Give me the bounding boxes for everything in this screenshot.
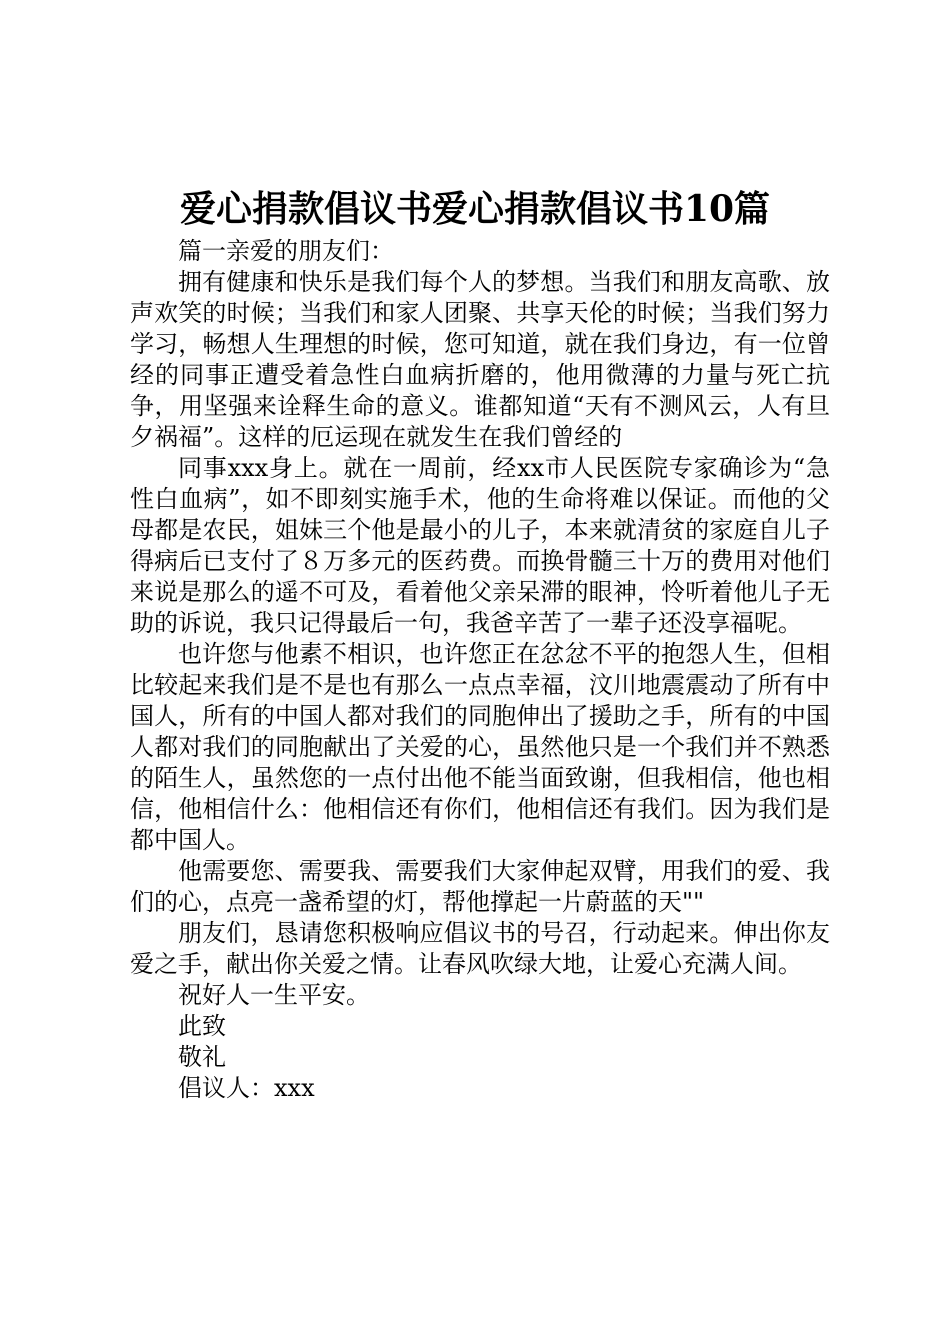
proposer-signature: 倡议人：xxx	[178, 1074, 315, 1102]
paragraph-3: 也许您与他素不相识，也许您正在忿忿不平的抱怨人生，但相比较起来我们是不是也有那么一点点幸福，汶川地震震动了所有中国人，所有的中国人都对我们的同胞伸出了援助之手，所有的中国人都对我们的同胞献出了关爱的心，虽然他只是一个我们并不熟悉的陌生人，虽然您的一点付出他不能当面致谢，但我相信，他也相信，他相信什么：他相信还有你们，他相信还有我们。因为我们是都中国人。	[130, 640, 830, 854]
opening-line: 篇一亲爱的朋友们：	[178, 237, 394, 265]
paragraph-1: 拥有健康和快乐是我们每个人的梦想。当我们和朋友高歌、放声欢笑的时候；当我们和家人团聚、共享天伦的时候；当我们努力学习，畅想人生理想的时候，您可知道，就在我们身边，有一位曾经的同事正遭受着急性白血病折磨的，他用微薄的力量与死亡抗争，用坚强来诠释生命的意义。谁都知道“天有不测风云，人有旦夕祸福”。这样的厄运现在就发生在我们曾经的	[130, 268, 830, 451]
closing-salutation: 此致	[178, 1012, 226, 1040]
paragraph-2: 同事xxx身上。就在一周前，经xx市人民医院专家确诊为“急性白血病”，如不即刻实施手术，他的生命将难以保证。而他的父母都是农民，姐妹三个他是最小的儿子，本来就清贫的家庭自儿子得病后已支付了８万多元的医药费。而换骨髓三十万的费用对他们来说是那么的遥不可及，看着他父亲呆滞的眼神，怜听着他儿子无助的诉说，我只记得最后一句，我爸辛苦了一辈子还没享福呢。	[130, 454, 830, 637]
document-body	[130, 236, 830, 1104]
paragraph-5: 朋友们，恳请您积极响应倡议书的号召，行动起来。伸出你友爱之手，献出你关爱之情。让春风吹绿大地，让爱心充满人间。	[130, 919, 830, 978]
paragraph-4: 他需要您、需要我、需要我们大家伸起双臂，用我们的爱、我们的心，点亮一盏希望的灯，帮他撑起一片蔚蓝的天""	[130, 857, 830, 916]
closing-blessing: 祝好人一生平安。	[178, 981, 370, 1009]
closing-regards: 敬礼	[178, 1043, 226, 1071]
document-title: 爱心捐款倡议书爱心捐款倡议书10篇	[179, 188, 771, 230]
